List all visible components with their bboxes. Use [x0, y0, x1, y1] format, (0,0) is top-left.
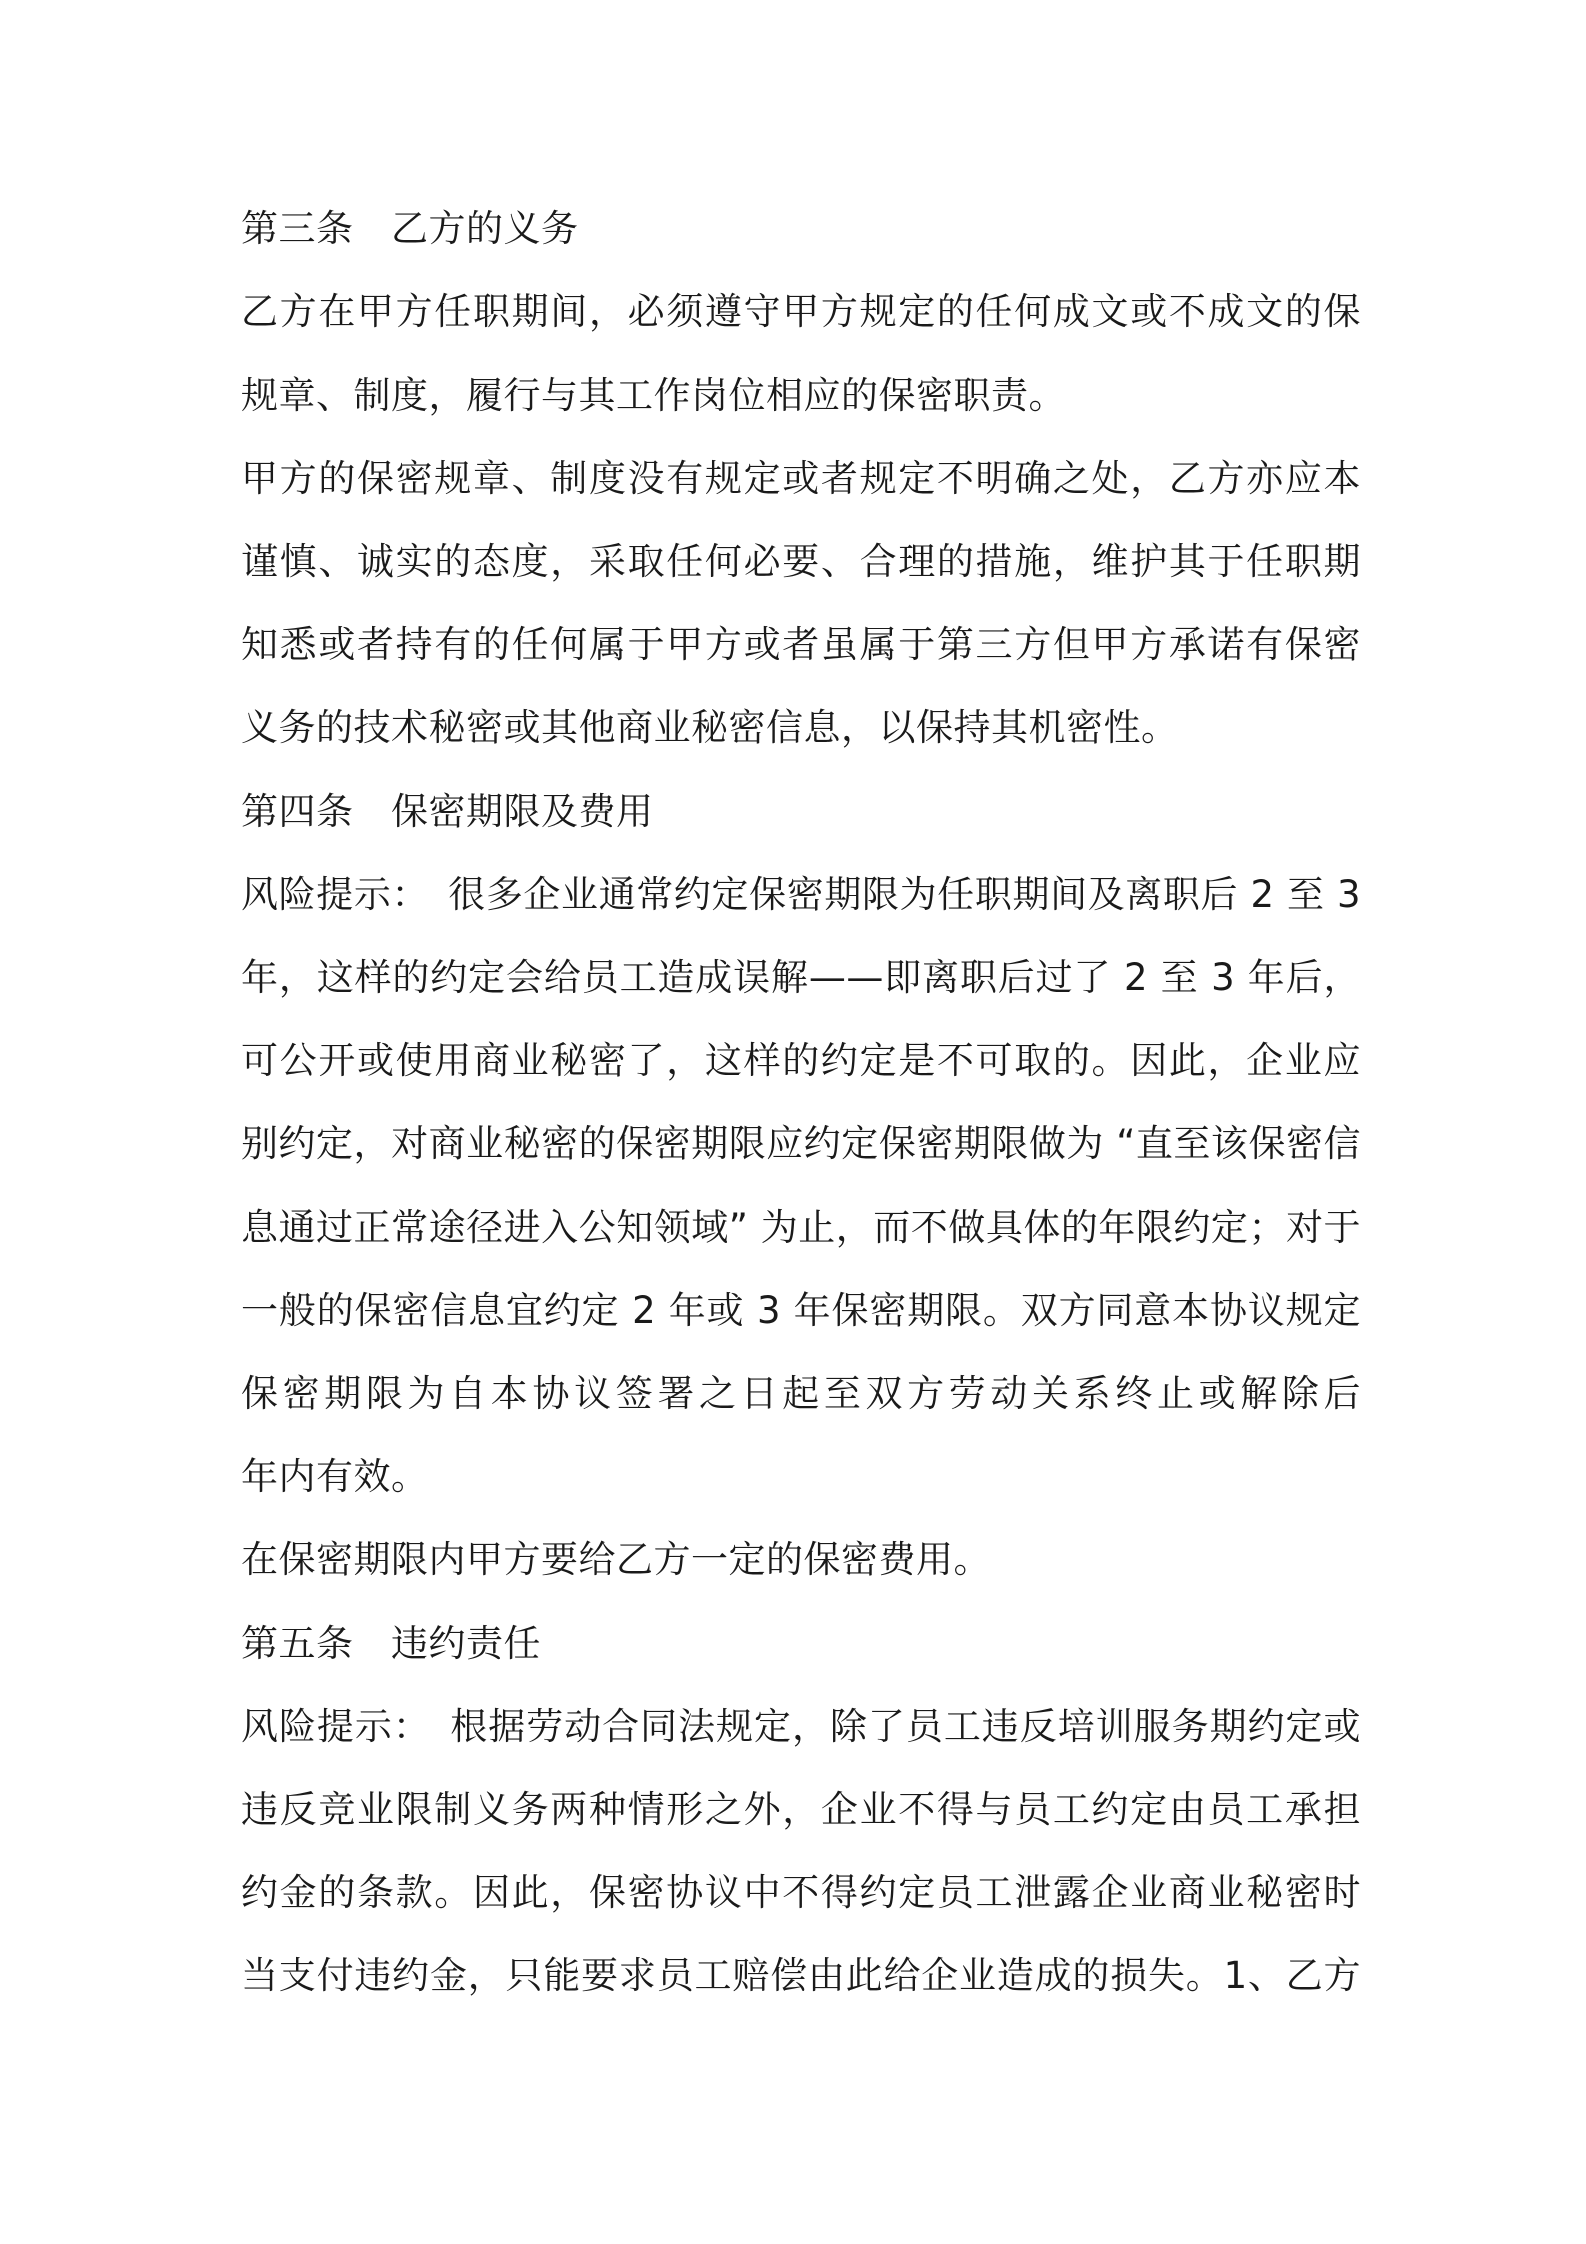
paragraph-line: 乙方在甲方任职期间，必须遵守甲方规定的任何成文或不成文的保 [241, 290, 1361, 333]
article-heading-5: 第五条 违约责任 [241, 1622, 541, 1665]
risk-note-line: 一般的保密信息宜约定 2 年或 3 年保密期限。双方同意本协议规定 [241, 1289, 1361, 1332]
article-heading-4: 第四条 保密期限及费用 [241, 790, 654, 833]
paragraph-line: 甲方的保密规章、制度没有规定或者规定不明确之处，乙方亦应本 [241, 457, 1361, 500]
paragraph-line: 义务的技术秘密或其他商业秘密信息，以保持其机密性。 [241, 706, 1179, 749]
paragraph-line: 谨慎、诚实的态度，采取任何必要、合理的措施，维护其于任职期 [241, 540, 1361, 583]
risk-note-line: 当支付违约金，只能要求员工赔偿由此给企业造成的损失。1、乙方 [241, 1954, 1361, 1997]
article-heading-3: 第三条 乙方的义务 [241, 207, 579, 250]
risk-note-line: 别约定，对商业秘密的保密期限应约定保密期限做为 “直至该保密信 [241, 1122, 1361, 1165]
paragraph-line: 保密期限为自本协议签署之日起至双方劳动关系终止或解除后 [241, 1372, 1361, 1415]
risk-note-line: 约金的条款。因此，保密协议中不得约定员工泄露企业商业秘密时 [241, 1871, 1361, 1914]
risk-note-line: 年，这样的约定会给员工造成误解——即离职后过了 2 至 3 年后， [241, 956, 1361, 999]
paragraph-line: 在保密期限内甲方要给乙方一定的保密费用。 [241, 1538, 991, 1581]
risk-note-line: 违反竞业限制义务两种情形之外，企业不得与员工约定由员工承担 [241, 1788, 1361, 1831]
paragraph-line: 知悉或者持有的任何属于甲方或者虽属于第三方但甲方承诺有保密 [241, 623, 1361, 666]
risk-note-line: 息通过正常途径进入公知领域” 为止，而不做具体的年限约定；对于 [241, 1206, 1361, 1249]
risk-note-line: 可公开或使用商业秘密了，这样的约定是不可取的。因此，企业应 [241, 1039, 1361, 1082]
risk-note-line: 风险提示： 根据劳动合同法规定，除了员工违反培训服务期约定或 [241, 1705, 1361, 1748]
risk-note-line: 风险提示： 很多企业通常约定保密期限为任职期间及离职后 2 至 3 [241, 873, 1361, 916]
paragraph-line: 规章、制度，履行与其工作岗位相应的保密职责。 [241, 374, 1066, 417]
paragraph-line: 年内有效。 [241, 1455, 429, 1498]
